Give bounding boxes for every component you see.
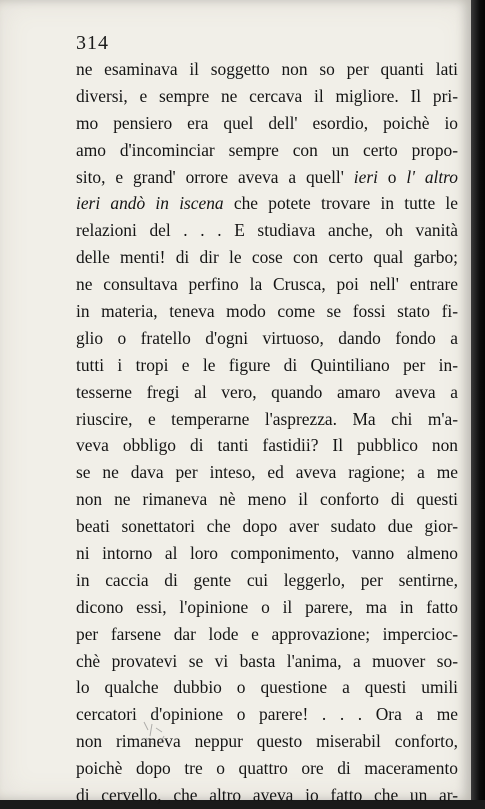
text-line: ne esaminava il soggetto non so per quanti lati — [76, 59, 458, 79]
text-line: veva obbligo di tanti fastidii? Il pubblico non — [76, 435, 458, 456]
text-line: glio o fratello d'ogni virtuoso, dando fondo a — [76, 327, 458, 348]
text-span: o — [377, 166, 407, 187]
italic-span: l' altro — [406, 166, 459, 187]
text-line: chè provatevi se vi basta l'anima, a muover so- — [76, 650, 458, 671]
text-line — [76, 164, 458, 191]
text-line: delle menti! di dir le cose con certo qual garbo; — [76, 247, 458, 268]
text-line: mo pensiero era quel dell' esordio, poichè io — [76, 112, 458, 133]
text-line: diversi, e sempre ne cercava il migliore. Il pri- — [76, 85, 458, 106]
text-line: tesserne fregi al vero, quando amaro aveva a — [76, 381, 458, 402]
text-line: non ne rimaneva nè meno il conforto di questi — [76, 489, 458, 510]
ink-smudge — [138, 718, 178, 748]
text-line: tutti i tropi e le figure di Quintiliano per in- — [76, 354, 458, 375]
text-line: dicono essi, l'opinione o il parere, ma in fatto — [76, 596, 458, 617]
body-text — [76, 56, 458, 809]
text-line: di cervello, che altro aveva io fatto che un ar- — [76, 785, 458, 806]
text-line: non rimaneva neppur questo miserabil conforto, — [76, 731, 458, 752]
text-line: in caccia di gente cui leggerlo, per sentirne, — [76, 569, 458, 590]
italic-span: ieri andò in iscena — [76, 193, 224, 214]
text-line: riuscire, e temperarne l'asprezza. Ma chi m'a- — [76, 408, 458, 429]
text-line: relazioni del . . . E studiava anche, oh vanità — [76, 220, 458, 241]
text-line: se ne dava per inteso, ed aveva ragione; a me — [76, 462, 458, 483]
text-line: ni intorno al loro componimento, vanno almeno — [76, 543, 458, 564]
text-line — [76, 190, 458, 217]
text-span: sito, e grand' orrore aveva a quell' — [76, 166, 354, 187]
text-line: per farsene dar lode e approvazione; impercioc- — [76, 623, 458, 644]
text-line: in materia, teneva modo come se fossi stato fi- — [76, 301, 458, 322]
text-line: lo qualche dubbio o questione a questi umili — [76, 677, 458, 698]
text-line: ne consultava perfino la Crusca, poi nell' entrare — [76, 274, 458, 295]
text-line: poichè dopo tre o quattro ore di maceramento — [76, 758, 458, 779]
text-line: beati sonettatori che dopo aver sudato due gior- — [76, 516, 458, 537]
text-line: amo d'incominciar sempre con un certo propo- — [76, 139, 458, 160]
page-edge-shadow — [471, 0, 485, 800]
italic-span: ieri — [353, 166, 378, 187]
text-span: che potete trovare in tutte le — [223, 193, 458, 214]
page-number: 314 — [76, 32, 109, 54]
text-line: cercatori d'opinione o parere! . . . Ora a me — [76, 704, 458, 725]
